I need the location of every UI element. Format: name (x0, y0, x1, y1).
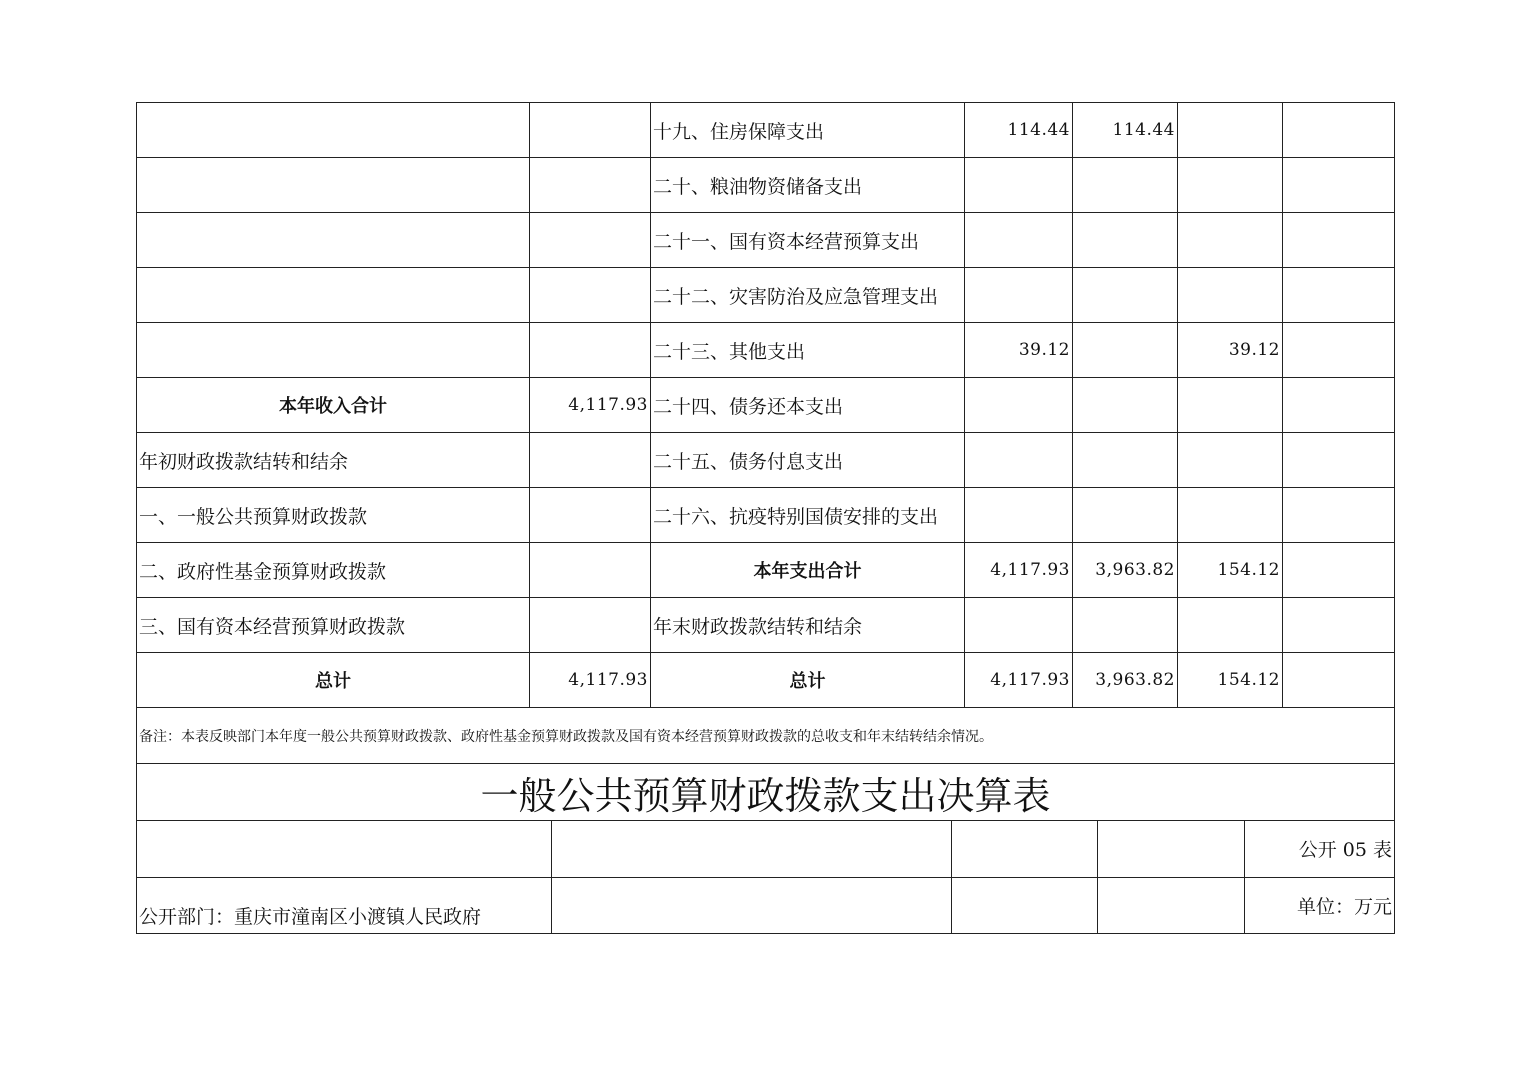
expense-total (965, 598, 1073, 653)
state-capital-amount (1283, 158, 1395, 213)
expense-item-label: 二十六、抗疫特别国债安排的支出 (651, 488, 965, 543)
department-row (137, 877, 1395, 933)
expense-item-label: 二十一、国有资本经营预算支出 (651, 213, 965, 268)
fund-budget-amount (1178, 433, 1283, 488)
table-row (137, 268, 1395, 323)
expense-total (965, 433, 1073, 488)
general-budget-amount (1073, 433, 1178, 488)
expense-item-label: 二十四、债务还本支出 (651, 378, 965, 433)
department-label: 公开部门：重庆市潼南区小渡镇人民政府 (137, 877, 552, 933)
next-table-title: 一般公共预算财政拨款支出决算表 (137, 764, 1395, 821)
income-item-label: 一、一般公共预算财政拨款 (137, 488, 530, 543)
expense-total: 39.12 (965, 323, 1073, 378)
fund-budget-amount (1178, 488, 1283, 543)
expense-item-label: 二十三、其他支出 (651, 323, 965, 378)
state-capital-amount (1283, 433, 1395, 488)
expense-item-label: 二十二、灾害防治及应急管理支出 (651, 268, 965, 323)
expense-total (965, 268, 1073, 323)
income-amount (530, 433, 651, 488)
income-amount: 4,117.93 (530, 378, 651, 433)
expense-item-label: 二十、粮油物资储备支出 (651, 158, 965, 213)
income-amount: 4,117.93 (530, 653, 651, 708)
unit-label: 单位：万元 (1245, 877, 1395, 933)
state-capital-amount (1283, 653, 1395, 708)
table-row (137, 598, 1395, 653)
income-item-label (137, 158, 530, 213)
general-budget-amount: 3,963.82 (1073, 653, 1178, 708)
state-capital-amount (1283, 488, 1395, 543)
state-capital-amount (1283, 323, 1395, 378)
fund-budget-amount (1178, 378, 1283, 433)
income-item-label (137, 268, 530, 323)
table-row (137, 543, 1395, 598)
table-row (137, 103, 1395, 158)
income-item-label: 总计 (137, 653, 530, 708)
income-item-label (137, 213, 530, 268)
fund-budget-amount: 154.12 (1178, 543, 1283, 598)
expense-total (965, 378, 1073, 433)
expense-item-label: 本年支出合计 (651, 543, 965, 598)
table-row (137, 433, 1395, 488)
fund-budget-amount (1178, 103, 1283, 158)
state-capital-amount (1283, 543, 1395, 598)
fund-budget-amount (1178, 158, 1283, 213)
note-text: 备注：本表反映部门本年度一般公共预算财政拨款、政府性基金预算财政拨款及国有资本经营预算财政拨款的总收支和年末结转结余情况。 (137, 708, 1395, 764)
income-item-label: 年初财政拨款结转和结余 (137, 433, 530, 488)
expense-item-label: 年末财政拨款结转和结余 (651, 598, 965, 653)
table-number: 公开 05 表 (1245, 821, 1395, 877)
expense-item-label: 十九、住房保障支出 (651, 103, 965, 158)
state-capital-amount (1283, 378, 1395, 433)
general-budget-amount (1073, 158, 1178, 213)
general-budget-amount (1073, 213, 1178, 268)
general-budget-amount (1073, 323, 1178, 378)
general-budget-amount: 3,963.82 (1073, 543, 1178, 598)
revenue-expenditure-table (136, 102, 1395, 821)
income-item-label: 本年收入合计 (137, 378, 530, 433)
table-row (137, 323, 1395, 378)
next-title-row (137, 764, 1395, 821)
income-amount (530, 268, 651, 323)
income-amount (530, 158, 651, 213)
general-budget-amount (1073, 598, 1178, 653)
table-row (137, 158, 1395, 213)
fund-budget-amount: 39.12 (1178, 323, 1283, 378)
income-item-label (137, 323, 530, 378)
table-row (137, 488, 1395, 543)
fund-budget-amount (1178, 268, 1283, 323)
budget-sheet (136, 102, 1394, 934)
state-capital-amount (1283, 213, 1395, 268)
expense-total: 114.44 (965, 103, 1073, 158)
income-amount (530, 323, 651, 378)
table-no-row (137, 821, 1395, 877)
state-capital-amount (1283, 103, 1395, 158)
fund-budget-amount: 154.12 (1178, 653, 1283, 708)
table-row (137, 653, 1395, 708)
expense-total (965, 213, 1073, 268)
next-table-header (136, 821, 1395, 934)
income-item-label: 三、国有资本经营预算财政拨款 (137, 598, 530, 653)
income-item-label: 二、政府性基金预算财政拨款 (137, 543, 530, 598)
note-row (137, 708, 1395, 764)
income-amount (530, 213, 651, 268)
expense-item-label: 总计 (651, 653, 965, 708)
general-budget-amount (1073, 488, 1178, 543)
general-budget-amount: 114.44 (1073, 103, 1178, 158)
income-amount (530, 543, 651, 598)
fund-budget-amount (1178, 598, 1283, 653)
expense-total: 4,117.93 (965, 543, 1073, 598)
income-item-label (137, 103, 530, 158)
general-budget-amount (1073, 378, 1178, 433)
state-capital-amount (1283, 268, 1395, 323)
expense-total (965, 488, 1073, 543)
income-amount (530, 598, 651, 653)
state-capital-amount (1283, 598, 1395, 653)
expense-total (965, 158, 1073, 213)
table-row (137, 378, 1395, 433)
fund-budget-amount (1178, 213, 1283, 268)
table-row (137, 213, 1395, 268)
expense-total: 4,117.93 (965, 653, 1073, 708)
income-amount (530, 103, 651, 158)
income-amount (530, 488, 651, 543)
general-budget-amount (1073, 268, 1178, 323)
expense-item-label: 二十五、债务付息支出 (651, 433, 965, 488)
